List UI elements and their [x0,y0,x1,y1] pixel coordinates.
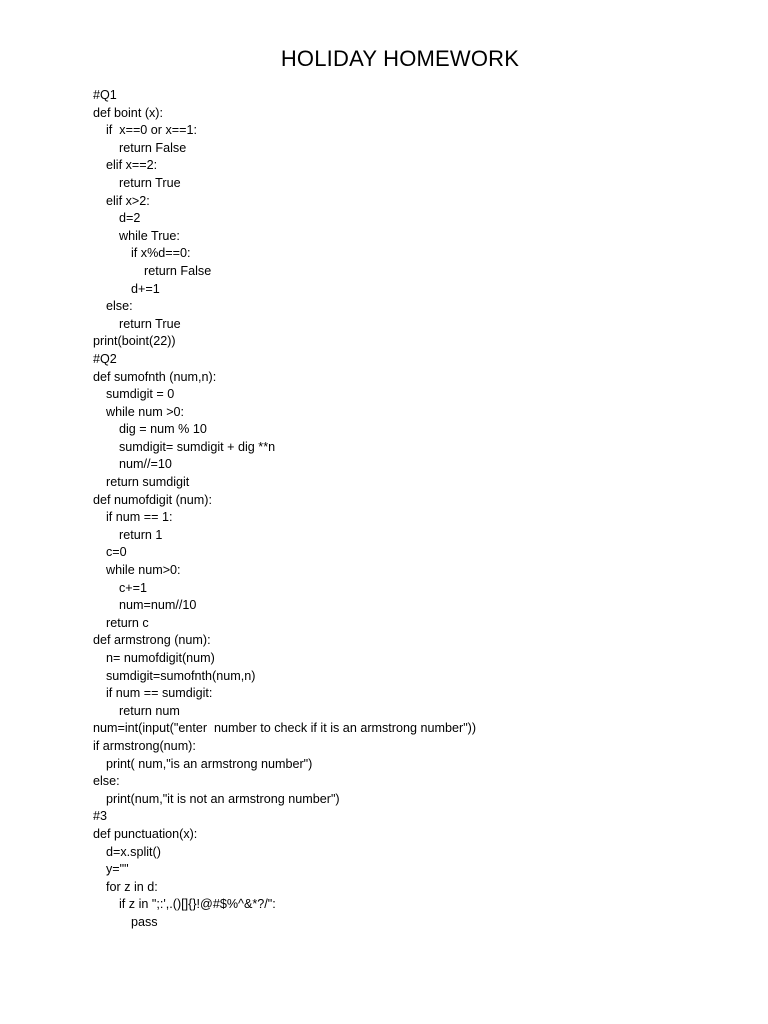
code-line: def sumofnth (num,n): [93,369,217,384]
code-line: sumdigit= sumdigit + dig **n [119,439,276,454]
code-line: if armstrong(num): [93,738,196,753]
code-line: return sumdigit [106,475,190,490]
code-line: while num>0: [106,563,181,578]
code-line: def numofdigit (num): [93,492,212,507]
code-line: pass [131,914,158,929]
code-line: return True [119,175,181,190]
code-line: num//=10 [119,457,172,472]
code-line: #Q2 [93,351,117,366]
code-line: for z in d: [106,879,158,894]
code-line: return False [119,140,187,155]
code-line: def armstrong (num): [93,633,211,648]
code-line: if x==0 or x==1: [106,123,198,138]
code-line: d=2 [119,211,141,226]
code-line: sumdigit=sumofnth(num,n) [106,668,256,683]
code-line: else: [93,774,120,789]
code-line: print( num,"is an armstrong number") [106,756,313,771]
code-line: while num >0: [106,404,185,419]
code-line: #Q1 [93,88,117,102]
code-line: elif x>2: [106,193,150,208]
code-line: c+=1 [119,580,148,595]
code-line: num=num//10 [119,598,197,613]
code-line: d=x.split() [106,844,161,859]
code-block [93,87,753,932]
code-line: print(boint(22)) [93,334,176,349]
code-line: while True: [119,228,180,243]
code-line: if z in ";:',.()[]{}!@#$%^&*?/": [119,897,276,912]
code-line: n= numofdigit(num) [106,651,215,665]
code-line: d+=1 [131,281,160,296]
code-line: #3 [93,809,108,824]
code-line: print(num,"it is not an armstrong number") [106,791,340,806]
code-line: if num == sumdigit: [106,686,213,701]
code-line: y="" [106,862,129,877]
code-line: else: [106,299,133,314]
code-line: return 1 [119,527,163,542]
code-line: return c [106,615,149,630]
code-line: if num == 1: [106,510,173,525]
code-line: elif x==2: [106,158,158,173]
code-line: def punctuation(x): [93,826,198,841]
page-title: HOLIDAY HOMEWORK [280,46,520,71]
code-line: return num [119,703,180,718]
code-line: num=int(input("enter number to check if it is an armstrong number")) [93,721,477,736]
code-line: def boint (x): [93,105,163,120]
code-line: c=0 [106,545,127,560]
code-line: if x%d==0: [131,246,191,261]
code-line: dig = num % 10 [119,422,207,437]
code-line: return True [119,316,181,331]
code-line: return False [144,263,212,278]
code-line: sumdigit = 0 [106,387,175,402]
